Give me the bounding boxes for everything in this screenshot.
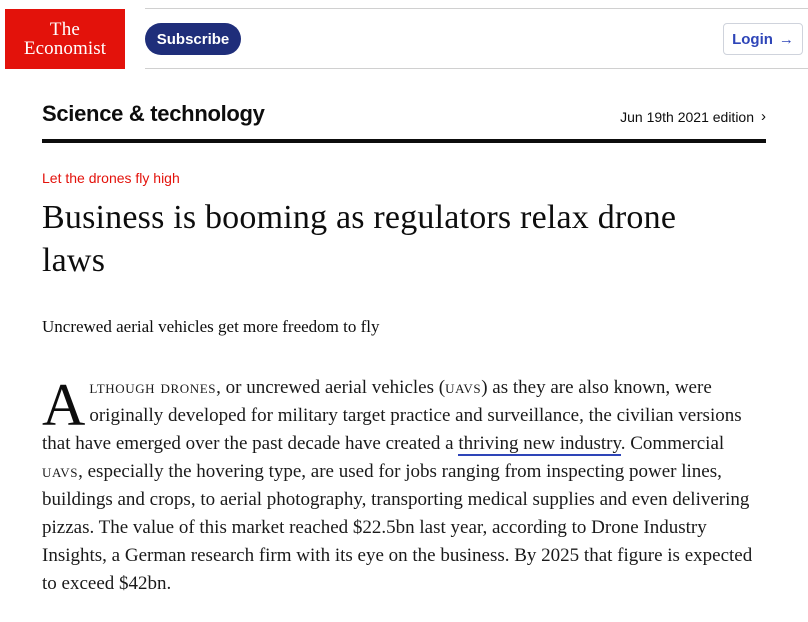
article-headline: Business is booming as regulators relax drone laws — [42, 199, 677, 279]
top-navigation-bar — [0, 0, 808, 72]
body-text-part4: , especially the hovering type, are used for jobs ranging from inspecting power lines, buildings and crops, to aerial photography, transporting medical supplies and even delivering pizzas. The value of this market reached $22.5bn last year, according to Drone Industry Insights, a German research firm with its eye on the business. By 2025 that figure is expected to exceed $42bn. — [42, 461, 753, 594]
abbr-uavs: uavs — [42, 461, 79, 482]
article-body-paragraph — [42, 374, 766, 598]
header-top-divider — [145, 8, 808, 9]
section-divider — [42, 139, 766, 143]
thriving-new-industry-link[interactable]: thriving new industry — [458, 433, 621, 454]
abbr-uavs: uavs — [445, 377, 482, 398]
edition-link[interactable] — [620, 108, 766, 125]
body-text-part1: , or uncrewed aerial vehicles ( — [216, 377, 446, 398]
lead-smallcaps: lthough drones — [89, 377, 217, 398]
login-label: Login — [732, 30, 773, 48]
login-button[interactable] — [723, 23, 803, 55]
chevron-right-icon: › — [761, 108, 766, 125]
subscribe-button[interactable]: Subscribe — [145, 23, 241, 55]
economist-logo[interactable] — [5, 9, 125, 69]
arrow-right-icon: → — [778, 30, 794, 48]
article-rubric: Let the drones fly high — [42, 170, 180, 186]
logo-text-line1: The — [49, 18, 81, 40]
article-standfirst: Uncrewed aerial vehicles get more freedom to fly — [42, 317, 380, 336]
body-text-part2: ) as they are also known, were originally developed for military target practice and surveillance, the civilian versions that have emerged over the past decade have created a — [42, 377, 742, 454]
dropcap-letter: A — [42, 372, 86, 438]
header-bottom-divider — [145, 68, 808, 69]
logo-text-line2: Economist — [23, 37, 107, 59]
section-title[interactable]: Science & technology — [42, 101, 265, 126]
edition-label: Jun 19th 2021 edition — [620, 108, 754, 125]
body-text-part3: . Commercial — [620, 433, 725, 454]
